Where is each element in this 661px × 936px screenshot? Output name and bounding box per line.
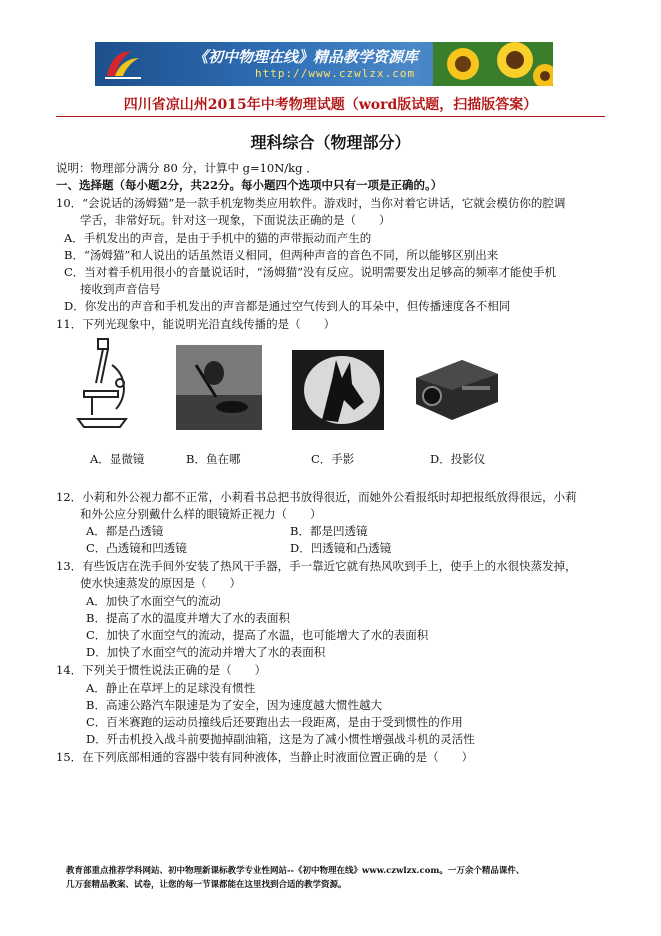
q14-option-a: A．静止在草坪上的足球没有惯性 (86, 681, 256, 695)
q10-option-d: D．你发出的声音和手机发出的声音都是通过空气传到人的耳朵中，但传播速度各不相同 (64, 299, 511, 313)
banner-title: 《初中物理在线》精品教学资源库 (193, 48, 419, 66)
section-heading: 一、选择题（每小题2分，共22分。每小题四个选项中只有一项是正确的。） (56, 178, 443, 192)
footer-line1: 教育部重点推荐学科网站、初中物理新课标教学专业性网站--《初中物理在线》www.czwlzx.com。一万余个精品课件、 (66, 866, 525, 876)
document-subtitle: 理科综合（物理部分） (250, 133, 411, 152)
q12-stem-line1: 12．小莉和外公视力都不正常，小莉看书总把书放得很近，而她外公看报纸时却把报纸放得很远，小莉 (56, 490, 577, 504)
projector-image (410, 350, 502, 425)
q10-stem-line2: 学舌，非常好玩。针对这一现象，下面说法正确的是（ ） (80, 213, 391, 227)
microscope-image (72, 335, 136, 435)
fish-image (176, 345, 262, 430)
q13-option-a: A．加快了水面空气的流动 (86, 594, 221, 608)
q10-stem-line1: 10．“会说话的汤姆猫”是一款手机宠物类应用软件。游戏时，当你对着它讲话，它就会模仿你的腔调 (56, 196, 566, 210)
banner-url[interactable]: http://www.czwlzx.com (255, 67, 416, 80)
q13-option-c: C．加快了水面空气的流动，提高了水温，也可能增大了水的表面积 (86, 628, 429, 642)
q13-option-d: D．加快了水面空气的流动并增大了水的表面积 (86, 645, 326, 659)
q12-option-a: A．都是凸透镜 (86, 524, 164, 538)
q13-stem-line2: 使水快速蒸发的原因是（ ） (80, 576, 241, 590)
q11-stem: 11．下列光现象中，能说明光沿直线传播的是（ ） (56, 317, 336, 331)
q14-option-c: C．百米赛跑的运动员撞线后还要跑出去一段距离，是由于受到惯性的作用 (86, 715, 463, 729)
q13-option-b: B．提高了水的温度并增大了水的表面积 (86, 611, 290, 625)
footer-line2: 几万套精品教案、试卷，让您的每一节课都能在这里找到合适的教学资源。 (66, 880, 347, 890)
sunflower-decoration (433, 42, 553, 86)
document-title: 四川省凉山州2015年中考物理试题（word版试题，扫描版答案） (123, 97, 538, 113)
q13-stem-line1: 13．有些饭店在洗手间外安装了热风干手器，手一靠近它就有热风吹到手上，使手上的水很快蒸发掉， (56, 559, 577, 573)
exam-note: 说明：物理部分满分 80 分，计算中 g=10N/kg ． (56, 161, 318, 175)
q12-option-c: C．凸透镜和凹透镜 (86, 541, 187, 555)
q12-option-b: B．都是凹透镜 (290, 524, 368, 538)
q11-option-a: A．显微镜 (90, 452, 145, 466)
q10-option-b: B．“汤姆猫”和人说出的话虽然语义相同，但两种声音的音色不同，所以能够区别出来 (64, 248, 499, 262)
q14-stem: 14．下列关于惯性说法正确的是（ ） (56, 663, 267, 677)
q10-option-a: A．手机发出的声音，是由于手机中的猫的声带振动而产生的 (64, 231, 372, 245)
q11-option-c: C．手影 (311, 452, 355, 466)
header-banner (95, 42, 553, 86)
q15-stem: 15．在下列底部相通的容器中装有同种液体，当静止时液面位置正确的是（ ） (56, 750, 474, 764)
q11-option-b: B．鱼在哪 (186, 452, 241, 466)
q10-option-c-line1: C．当对着手机用很小的音量说话时，“汤姆猫”没有反应。说明需要发出足够高的频率才能使手机 (64, 265, 557, 279)
hand-shadow-image (292, 350, 384, 430)
q14-option-d: D．歼击机投入战斗前要抛掉副油箱，这是为了减小惯性增强战斗机的灵活性 (86, 732, 475, 746)
title-divider (56, 116, 605, 117)
q14-option-b: B．高速公路汽车限速是为了安全，因为速度越大惯性越大 (86, 698, 382, 712)
site-logo-icon (101, 46, 145, 82)
q10-option-c-line2: 接收到声音信号 (80, 282, 161, 296)
q12-stem-line2: 和外公应分别戴什么样的眼镜矫正视力（ ） (80, 507, 322, 521)
q11-option-d: D．投影仪 (430, 452, 486, 466)
q12-option-d: D．凹透镜和凸透镜 (290, 541, 392, 555)
